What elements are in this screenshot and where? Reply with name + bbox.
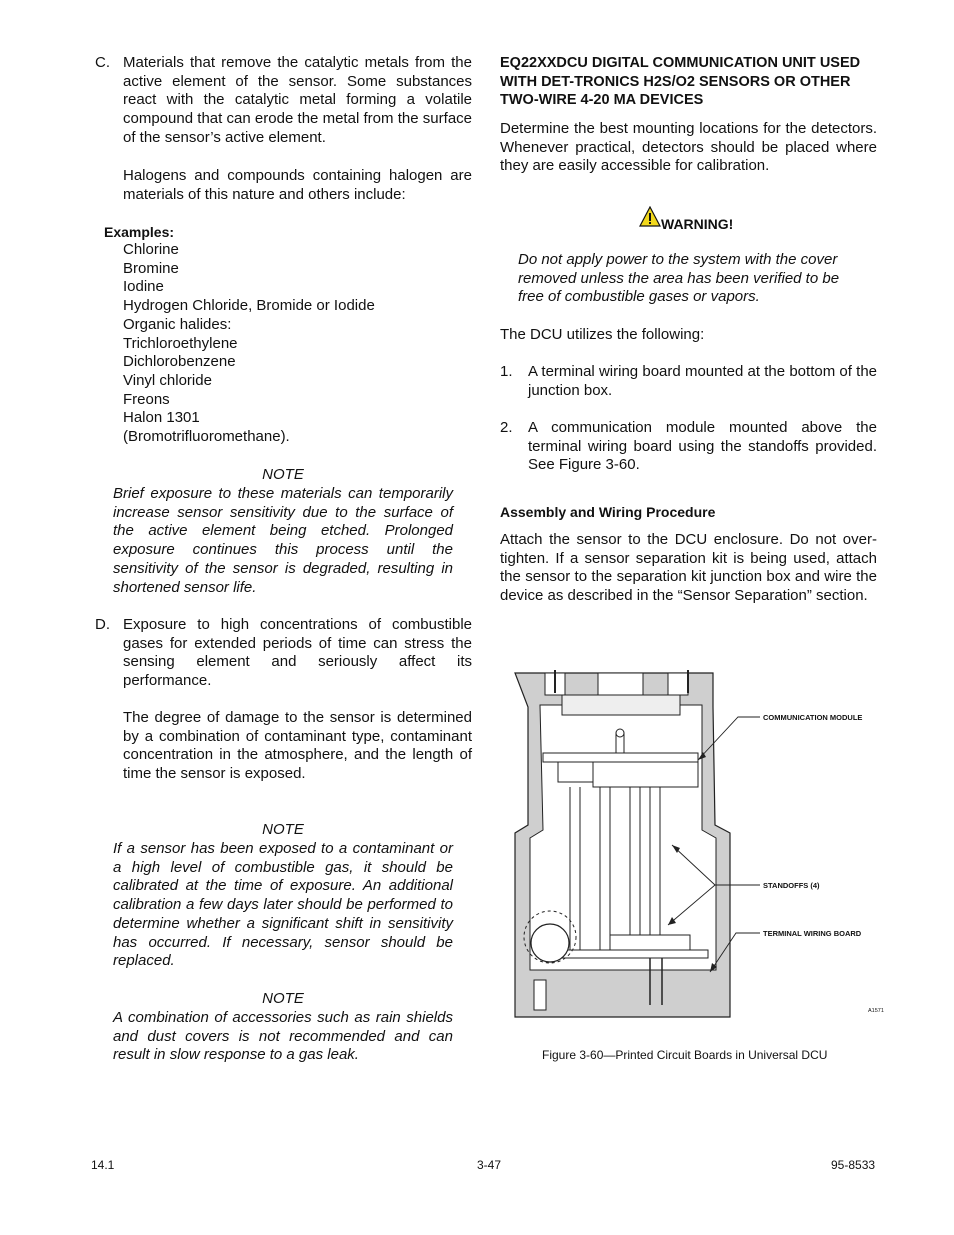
example-item: (Bromotrifluoromethane). [123,428,290,446]
example-item: Chlorine [123,241,179,258]
item-d-label: D. [95,616,110,633]
list-number: 2. [500,419,513,436]
assembly-heading: Assembly and Wiring Procedure [500,504,716,520]
communication-module-body [593,762,698,787]
item-c-para2: Halogens and compounds containing halogen are materials of this nature and others include: [123,167,472,203]
item-c-para1: Materials that remove the catalytic metals from the active element of the sensor. Some substances react with the catalytic metal forming a volatile compound that can erode the metal from the surface of the sensor’s active element. [123,54,472,146]
item-d-para1: Exposure to high concentrations of combustible gases for extended periods of time can stress the sensing element and seriously affect its performance. [123,616,472,690]
cable-entry [531,924,569,962]
label-communication-module: COMMUNICATION MODULE [763,713,863,722]
example-item: Vinyl chloride [123,371,212,389]
bottom-stud [534,980,546,1010]
example-item: Iodine [123,278,164,296]
note3-text: A combination of accessories such as rain shields and dust covers is not recommended and can result in slow response to a gas leak. [113,1009,453,1064]
example-item: Organic halides: [123,315,232,333]
note1-title: NOTE [262,466,304,483]
utilizes-text: The DCU utilizes the following: [500,326,705,343]
figure-caption: Figure 3-60—Printed Circuit Boards in Universal DCU [542,1048,828,1062]
footer-revision: 14.1 [91,1158,115,1172]
list-item-1: A terminal wiring board mounted at the bottom of the junction box. [528,363,877,399]
assembly-text: Attach the sensor to the DCU enclosure. Do not over-tighten. If a sensor separation kit is being used, attach the sensor to the separation kit junction box and wire the device as described in the “Sensor Separation” section. [500,531,877,605]
figure-code: A1571 [868,1008,884,1014]
list-item-2: A communication module mounted above the terminal wiring board using the standoffs provided. See Figure 3-60. [528,419,877,474]
note1-text: Brief exposure to these materials can temporarily increase sensor sensitivity due to the surface of the active element being etched. Prolonged exposure continues this process until the sensitivity of the sensor is degraded, resulting in shortened sensor life. [113,485,453,596]
intro-paragraph: Determine the best mounting locations for the detectors. Whenever practical, detectors should be placed where they are easily accessible for calibration. [500,120,877,175]
warning-icon [639,206,661,228]
example-item: Hydrogen Chloride, Bromide or Iodide [123,297,375,315]
warning-text: Do not apply power to the system with the cover removed unless the area has been verified to be free of combustible gases or vapors. [518,251,840,306]
section-heading: EQ22XXDCU DIGITAL COMMUNICATION UNIT USED WITH DET-TRONICS H2S/O2 SENSORS OR OTHER TWO-WIRE 4-20 MA DEVICES [500,55,861,109]
footer-document-number: 95-8533 [831,1158,876,1172]
example-item: Bromine [123,259,179,277]
terminal-block [610,935,690,950]
example-item: Dichlorobenzene [123,353,236,371]
dcu-figure [510,665,890,1025]
list-number: 1. [500,363,513,380]
top-plate [562,695,680,715]
footer-page-number: 3-47 [477,1158,502,1172]
example-item: Trichloroethylene [123,334,238,352]
cover-tab [668,673,688,695]
module-component [558,762,593,782]
example-item: Freons [123,390,170,408]
label-terminal-wiring-board: TERMINAL WIRING BOARD [763,929,862,938]
note2-title: NOTE [262,821,304,838]
note2-text: If a sensor has been exposed to a contaminant or a high level of combustible gas, it should be calibrated at the time of exposure. An additional calibration a few days later should be performed to determine whether a significant shift in sensitivity has occurred. If necessary, sensor should be replaced. [113,840,453,970]
examples-list [123,241,472,447]
examples-heading: Examples: [104,224,175,240]
item-d-para2: The degree of damage to the sensor is determined by a combination of contaminant type, contaminant concentration in the atmosphere, and the length of time the sensor is exposed. [123,709,472,783]
cover-opening [598,673,643,695]
warning-title: WARNING! [661,216,734,232]
example-item: Halon 1301 [123,409,200,427]
note3-title: NOTE [262,990,304,1007]
item-c-label: C. [95,54,110,71]
label-standoffs: STANDOFFS (4) [763,881,820,890]
communication-board [543,753,698,762]
